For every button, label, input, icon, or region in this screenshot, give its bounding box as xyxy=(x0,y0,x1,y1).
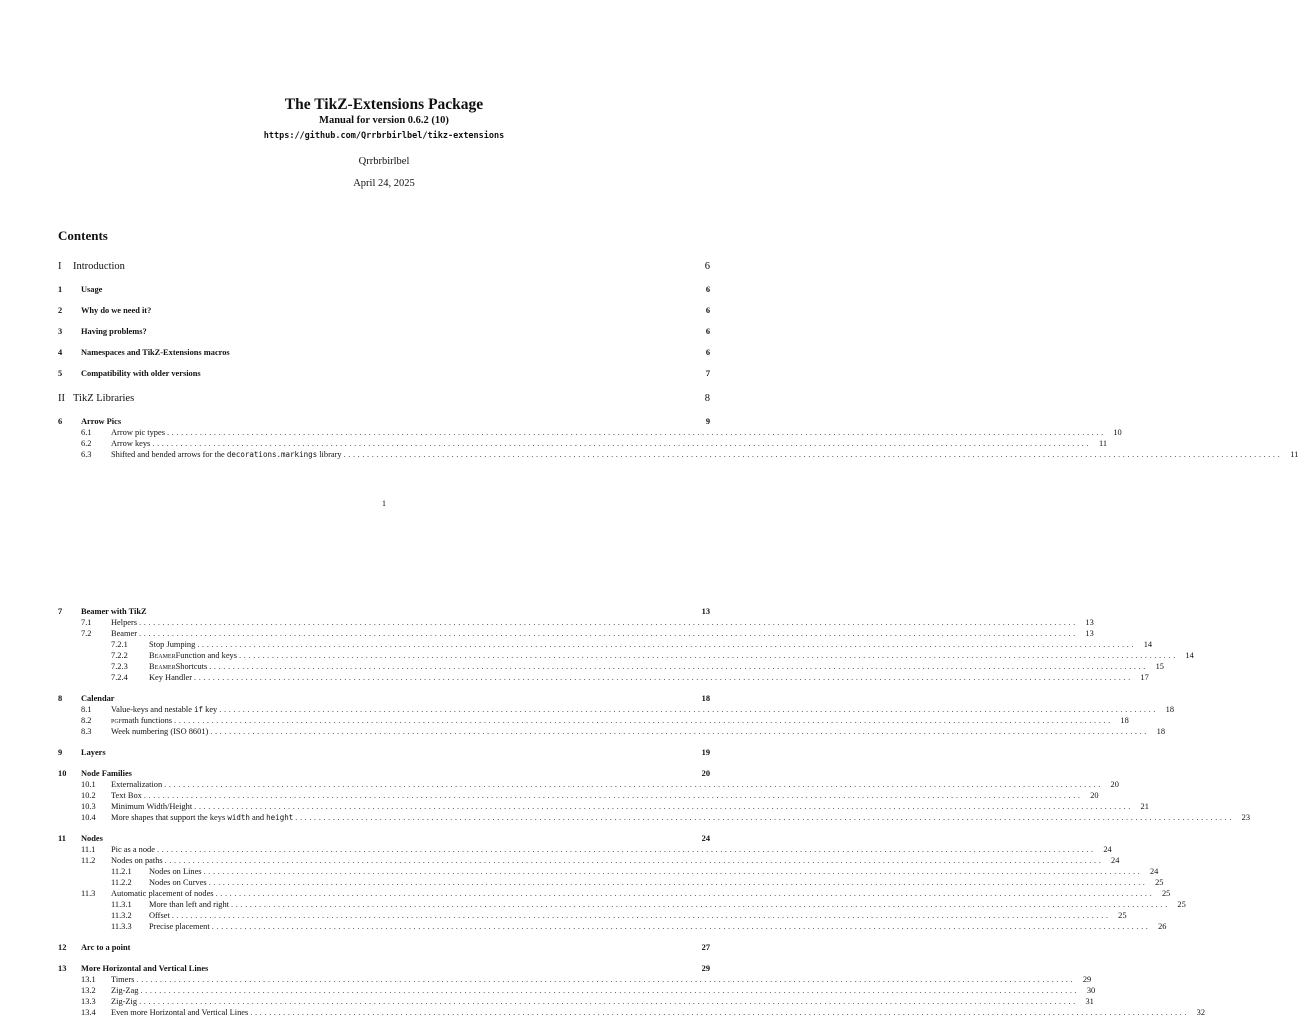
toc-entry-sub[interactable] xyxy=(58,888,1171,899)
toc-entry-title: Offset xyxy=(149,911,170,920)
toc-entry-number: I xyxy=(58,261,62,272)
toc-entry-sec[interactable] xyxy=(58,305,710,316)
toc-entry-page: 11 xyxy=(1098,439,1108,448)
toc-entry-sec[interactable] xyxy=(58,284,710,295)
toc-entry-title-part: if xyxy=(194,705,204,714)
toc-entry-number: 2 xyxy=(58,306,63,315)
dot-leader: ........................................................................................................................................................................................................ xyxy=(231,900,1170,909)
dot-leader: ........................................................................................................................................................................................................ xyxy=(197,640,1137,649)
toc-entry-page: 6 xyxy=(705,306,710,315)
toc-entry-sub[interactable] xyxy=(58,985,1096,996)
toc-entry-page: 25 xyxy=(1161,889,1171,898)
toc-entry-title: TikZ Libraries xyxy=(73,393,135,404)
toc-entry-number: 7.2.4 xyxy=(111,673,128,682)
toc-entry-page: 23 xyxy=(1241,813,1251,822)
toc-entry-number: 7 xyxy=(58,607,63,616)
toc-entry-title: Introduction xyxy=(73,261,125,272)
toc-entry-title-part: Shortcuts xyxy=(175,662,208,671)
toc-entry-title: Automatic placement of nodes xyxy=(111,889,214,898)
toc-entry-page: 19 xyxy=(701,748,710,757)
toc-entry-title: Helpers xyxy=(111,618,138,627)
toc-entry-page: 15 xyxy=(1155,662,1164,671)
dot-leader: ........................................................................................................................................................................................................ xyxy=(164,856,1104,865)
toc-entry-sub[interactable] xyxy=(58,617,1094,628)
toc-entry-part[interactable] xyxy=(58,392,710,406)
toc-entry-title: Zig-Zag xyxy=(111,986,139,995)
toc-entry-number: 3 xyxy=(58,327,63,336)
toc-entry-title-part: key xyxy=(203,705,218,714)
toc-entry-number: 10.2 xyxy=(81,791,96,800)
toc-entry-number: 7.2.3 xyxy=(111,662,128,671)
toc-entry-page: 31 xyxy=(1085,997,1094,1006)
toc-entry-title: Beamer with TikZ xyxy=(81,607,147,616)
toc-entry-page: 10 xyxy=(1113,428,1122,437)
toc-entry-title xyxy=(111,715,172,726)
toc-entry-part[interactable] xyxy=(58,260,710,274)
toc-entry-page: 30 xyxy=(1086,986,1096,995)
toc-entry-page: 17 xyxy=(1140,673,1149,682)
toc-entry-sec[interactable] xyxy=(58,416,710,427)
toc-entry-title: Usage xyxy=(81,285,103,294)
toc-entry-title: Key Handler xyxy=(149,673,193,682)
dot-leader: ........................................................................................................................................................................................................ xyxy=(139,618,1078,627)
toc-entry-page: 20 xyxy=(1090,791,1099,800)
toc-entry-number: 13.4 xyxy=(81,1008,96,1017)
dot-leader: ........................................................................................................................................................................................................ xyxy=(215,889,1155,898)
toc-entry-number: 10 xyxy=(58,769,67,778)
dot-leader: ........................................................................................................................................................................................................ xyxy=(295,813,1235,822)
toc-entry-number: 6.1 xyxy=(81,428,92,437)
toc-entry-number: 6 xyxy=(58,417,63,426)
toc-entry-title-part: More shapes that support the keys xyxy=(111,813,228,822)
dot-leader: ........................................................................................................................................................................................................ xyxy=(156,845,1096,854)
toc-entry-title-part: decorations.markings xyxy=(226,450,318,459)
toc-entry-page: 20 xyxy=(1110,780,1119,789)
toc-entry-title: Precise placement xyxy=(149,922,210,931)
toc-entry-subsub[interactable] xyxy=(58,672,1149,683)
toc-entry-subsub[interactable] xyxy=(58,650,1194,661)
toc-entry-number: 4 xyxy=(58,348,63,357)
toc-entry-title xyxy=(111,704,217,715)
toc-entry-page: 29 xyxy=(701,964,710,973)
document-title: The TikZ-Extensions Package xyxy=(284,96,484,113)
toc-entry-page: 13 xyxy=(701,607,710,616)
toc-entry-page: 27 xyxy=(701,943,710,952)
toc-entry-number: II xyxy=(58,393,65,404)
dot-leader: ........................................................................................................................................................................................................ xyxy=(209,662,1148,671)
dot-leader: ........................................................................................................................................................................................................ xyxy=(164,780,1103,789)
toc-entry-sub[interactable] xyxy=(58,996,1094,1007)
dot-leader: ........................................................................................................................................................................................................ xyxy=(136,975,1076,984)
toc-entry-title-part: width xyxy=(227,813,250,822)
toc-entry-number: 11.3.3 xyxy=(111,922,132,931)
toc-entry-number: 11 xyxy=(58,834,66,843)
toc-entry-title: Week numbering (ISO 8601) xyxy=(111,727,209,736)
toc-entry-title: Text Box xyxy=(111,791,142,800)
toc-entry-number: 8.1 xyxy=(81,705,92,714)
toc-entry-number: 11.3.2 xyxy=(111,911,132,920)
toc-entry-sec[interactable] xyxy=(58,693,710,704)
toc-entry-title-part: height xyxy=(266,813,294,822)
dot-leader: ........................................................................................................................................................................................................ xyxy=(210,727,1149,736)
toc-entry-number: 7.1 xyxy=(81,618,92,627)
toc-entry-number: 11.2.1 xyxy=(111,867,132,876)
toc-entry-title xyxy=(149,661,207,672)
toc-entry-number: 9 xyxy=(58,748,63,757)
toc-entry-number: 10.1 xyxy=(81,780,96,789)
page-number: 1 xyxy=(381,499,387,508)
toc-entry-number: 12 xyxy=(58,943,67,952)
toc-entry-title: Beamer xyxy=(111,629,138,638)
dot-leader: ........................................................................................................................................................................................................ xyxy=(143,791,1083,800)
toc-entry-title: Stop Jumping xyxy=(149,640,196,649)
toc-entry-title: Nodes on Curves xyxy=(149,878,207,887)
toc-entry-subsub[interactable] xyxy=(58,921,1167,932)
toc-entry-page: 18 xyxy=(1165,705,1174,714)
toc-entry-number: 13.1 xyxy=(81,975,96,984)
toc-entry-page: 20 xyxy=(701,769,710,778)
toc-entry-title: Arrow keys xyxy=(111,439,151,448)
table-of-contents-continued xyxy=(58,606,1251,1018)
contents-heading: Contents xyxy=(58,228,108,243)
toc-entry-sub[interactable] xyxy=(58,715,1129,726)
dot-leader: ........................................................................................................................................................................................................ xyxy=(203,867,1143,876)
dot-leader: ........................................................................................................................................................................................................ xyxy=(239,651,1178,660)
toc-entry-page: 24 xyxy=(1103,845,1112,854)
toc-entry-sub[interactable] xyxy=(58,812,1251,823)
toc-entry-number: 7.2.1 xyxy=(111,640,128,649)
dot-leader: ........................................................................................................................................................................................................ xyxy=(219,705,1158,714)
toc-entry-page: 13 xyxy=(1085,618,1094,627)
toc-entry-page: 13 xyxy=(1085,629,1094,638)
toc-entry-title-part: math functions xyxy=(122,716,173,725)
toc-entry-page: 11 xyxy=(1290,450,1298,459)
toc-entry-page: 32 xyxy=(1196,1008,1206,1017)
dot-leader: ........................................................................................................................................................................................................ xyxy=(166,428,1106,437)
toc-entry-page: 6 xyxy=(705,327,710,336)
toc-entry-title: Compatibility with older versions xyxy=(81,369,201,378)
toc-entry-number: 7.2 xyxy=(81,629,92,638)
toc-entry-number: 6.2 xyxy=(81,439,92,448)
toc-entry-sec[interactable] xyxy=(58,747,710,758)
toc-entry-number: 13.3 xyxy=(81,997,96,1006)
toc-entry-title: Namespaces and TikZ-Extensions macros xyxy=(81,348,230,357)
toc-entry-sec[interactable] xyxy=(58,768,710,779)
toc-entry-number: 11.3 xyxy=(81,889,96,898)
toc-entry-sub[interactable] xyxy=(58,438,1108,449)
toc-entry-page: 18 xyxy=(701,694,710,703)
toc-entry-page: 14 xyxy=(1143,640,1153,649)
toc-entry-title: Arrow pic types xyxy=(111,428,165,437)
toc-entry-page: 14 xyxy=(1185,651,1194,660)
toc-entry-number: 7.2.2 xyxy=(111,651,128,660)
date: April 24, 2025 xyxy=(353,178,415,189)
dot-leader: ........................................................................................................................................................................................................ xyxy=(139,997,1078,1006)
toc-entry-title-part: Shifted and bended arrows for the xyxy=(111,450,227,459)
toc-entry-title: More Horizontal and Vertical Lines xyxy=(81,964,209,973)
toc-entry-subsub[interactable] xyxy=(58,877,1164,888)
toc-entry-title-part: Beamer xyxy=(149,651,176,660)
toc-entry-subsub[interactable] xyxy=(58,866,1159,877)
toc-entry-page: 25 xyxy=(1118,911,1127,920)
toc-entry-sub[interactable] xyxy=(58,449,1298,460)
toc-entry-title-part: Beamer xyxy=(149,662,176,671)
toc-entry-title: More than left and right xyxy=(149,900,230,909)
toc-entry-number: 11.3.1 xyxy=(111,900,132,909)
toc-entry-sub[interactable] xyxy=(58,844,1112,855)
toc-entry-title: Even more Horizontal and Vertical Lines xyxy=(111,1008,249,1017)
dot-leader: ........................................................................................................................................................................................................ xyxy=(343,450,1283,459)
dot-leader: ........................................................................................................................................................................................................ xyxy=(139,629,1078,638)
toc-entry-title xyxy=(111,449,342,460)
toc-entry-sub[interactable] xyxy=(58,855,1120,866)
toc-entry-sub[interactable] xyxy=(58,726,1165,737)
author: Qrrbrbirlbel xyxy=(358,156,410,167)
toc-entry-sub[interactable] xyxy=(58,628,1094,639)
toc-entry-sub[interactable] xyxy=(58,427,1122,438)
toc-entry-title: Arc to a point xyxy=(81,943,131,952)
dot-leader: ........................................................................................................................................................................................................ xyxy=(208,878,1148,887)
toc-entry-title: Externalization xyxy=(111,780,163,789)
toc-entry-page: 21 xyxy=(1140,802,1149,811)
toc-entry-title: Pic as a node xyxy=(111,845,155,854)
toc-entry-sec[interactable] xyxy=(58,326,710,337)
toc-entry-title: Nodes on paths xyxy=(111,856,163,865)
document-subtitle: Manual for version 0.6.2 (10) xyxy=(319,115,449,126)
toc-entry-page: 24 xyxy=(1111,856,1120,865)
toc-entry-subsub[interactable] xyxy=(58,899,1186,910)
repository-url[interactable]: https://github.com/Qrrbrbirlbel/tikz-extensions xyxy=(263,131,505,141)
toc-entry-title: Why do we need it? xyxy=(81,306,152,315)
toc-entry-title: Node Families xyxy=(81,769,132,778)
toc-entry-title: Having problems? xyxy=(81,327,147,336)
toc-entry-sub[interactable] xyxy=(58,779,1119,790)
toc-entry-page: 25 xyxy=(1177,900,1186,909)
toc-entry-title: Zig-Zig xyxy=(111,997,138,1006)
toc-entry-sub[interactable] xyxy=(58,790,1099,801)
toc-entry-page: 8 xyxy=(704,393,710,404)
toc-entry-title: Nodes xyxy=(81,834,103,843)
toc-entry-number: 13.2 xyxy=(81,986,96,995)
toc-entry-title-part: library xyxy=(317,450,342,459)
dot-leader: ........................................................................................................................................................................................................ xyxy=(152,439,1092,448)
toc-entry-title: Timers xyxy=(111,975,135,984)
toc-entry-title-part: Function and keys xyxy=(175,651,238,660)
toc-entry-number: 8.2 xyxy=(81,716,92,725)
toc-entry-sub[interactable] xyxy=(58,704,1174,715)
toc-entry-sec[interactable] xyxy=(58,942,710,953)
toc-entry-sec[interactable] xyxy=(58,606,710,617)
toc-entry-subsub[interactable] xyxy=(58,910,1127,921)
toc-entry-title: Nodes on Lines xyxy=(149,867,202,876)
dot-leader: ........................................................................................................................................................................................................ xyxy=(250,1008,1190,1017)
toc-entry-number: 8 xyxy=(58,694,63,703)
toc-entry-number: 6.3 xyxy=(81,450,92,459)
toc-entry-number: 8.3 xyxy=(81,727,92,736)
toc-entry-title: Minimum Width/Height xyxy=(111,802,193,811)
toc-entry-page: 6 xyxy=(705,285,710,294)
toc-entry-page: 18 xyxy=(1120,716,1129,725)
dot-leader: ........................................................................................................................................................................................................ xyxy=(171,911,1111,920)
toc-entry-subsub[interactable] xyxy=(58,639,1153,650)
toc-entry-number: 13 xyxy=(58,964,67,973)
table-of-contents xyxy=(58,260,1298,460)
toc-entry-sub[interactable] xyxy=(58,801,1149,812)
dot-leader: ........................................................................................................................................................................................................ xyxy=(211,922,1151,931)
toc-entry-page: 9 xyxy=(705,417,710,426)
toc-entry-page: 26 xyxy=(1158,922,1167,931)
toc-entry-page: 18 xyxy=(1156,727,1165,736)
toc-entry-number: 11.2.2 xyxy=(111,878,132,887)
toc-entry-title-part: and xyxy=(249,813,267,822)
toc-entry-sec[interactable] xyxy=(58,833,710,844)
toc-entry-number: 11.1 xyxy=(81,845,96,854)
toc-entry-sec[interactable] xyxy=(58,347,710,358)
toc-entry-number: 10.3 xyxy=(81,802,96,811)
toc-entry-title: Calendar xyxy=(81,694,115,703)
toc-entry-title: Arrow Pics xyxy=(81,417,122,426)
toc-entry-subsub[interactable] xyxy=(58,661,1164,672)
toc-entry-page: 7 xyxy=(705,369,710,378)
dot-leader: ........................................................................................................................................................................................................ xyxy=(174,716,1113,725)
dot-leader: ........................................................................................................................................................................................................ xyxy=(194,802,1133,811)
toc-entry-sub[interactable] xyxy=(58,1007,1206,1018)
dot-leader: ........................................................................................................................................................................................................ xyxy=(140,986,1080,995)
toc-entry-page: 24 xyxy=(1149,867,1159,876)
toc-entry-page: 6 xyxy=(705,348,710,357)
toc-entry-sub[interactable] xyxy=(58,974,1092,985)
toc-entry-title: Layers xyxy=(81,748,106,757)
toc-entry-sec[interactable] xyxy=(58,368,710,379)
toc-entry-number: 11.2 xyxy=(81,856,96,865)
toc-entry-title xyxy=(149,650,237,661)
toc-entry-page: 24 xyxy=(701,834,710,843)
toc-entry-number: 10.4 xyxy=(81,813,96,822)
dot-leader: ........................................................................................................................................................................................................ xyxy=(194,673,1133,682)
toc-entry-number: 1 xyxy=(58,285,63,294)
toc-entry-title xyxy=(111,812,293,823)
toc-entry-title-part: Value-keys and nestable xyxy=(111,705,195,714)
toc-entry-page: 29 xyxy=(1082,975,1092,984)
toc-entry-number: 5 xyxy=(58,369,63,378)
toc-entry-title-part: pgf xyxy=(111,716,123,725)
toc-entry-sec[interactable] xyxy=(58,963,710,974)
toc-entry-page: 25 xyxy=(1155,878,1164,887)
toc-entry-page: 6 xyxy=(704,261,710,272)
